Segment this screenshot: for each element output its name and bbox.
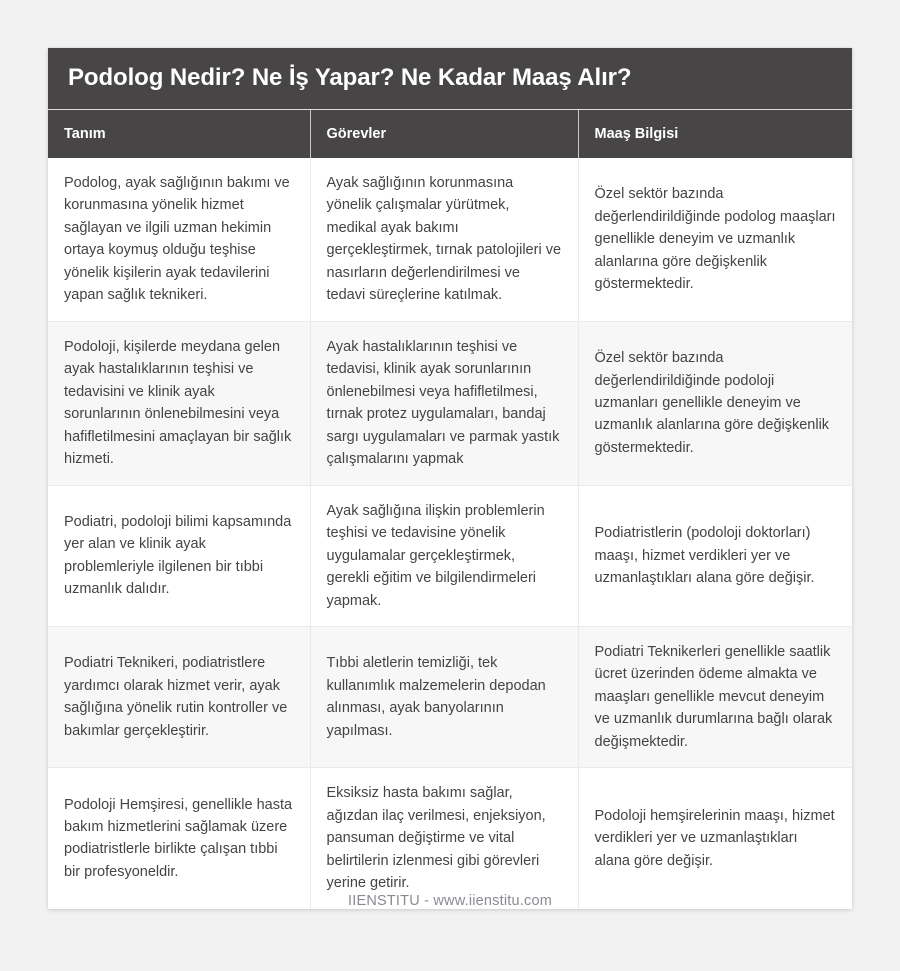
table-body: [48, 158, 852, 909]
cell-gorevler: Ayak sağlığının korunmasına yönelik çalışmalar yürütmek, medikal ayak bakımı gerçekleştirmek, tırnak patolojileri ve nasırların değerlendirilmesi ve tedavi süreçlerine katılmak.: [310, 158, 578, 321]
table-row: [48, 158, 852, 321]
cell-maas: Podiatri Teknikerleri genellikle saatlik ücret üzerinden ödeme almakta ve maaşları genellikle mevcut deneyim ve uzmanlık durumlarına bağlı olarak değişmektedir.: [578, 626, 852, 767]
cell-maas: Podoloji hemşirelerinin maaşı, hizmet verdikleri yer ve uzmanlaştıkları alana göre değişir.: [578, 768, 852, 909]
table-row: [48, 626, 852, 767]
cell-maas: Özel sektör bazında değerlendirildiğinde podolog maaşları genellikle deneyim ve uzmanlık alanlarına göre değişkenlik göstermektedir.: [578, 158, 852, 321]
cell-tanim: Podoloji Hemşiresi, genellikle hasta bakım hizmetlerini sağlamak üzere podiatristlerle birlikte çalışan tıbbi bir profesyoneldir.: [48, 768, 310, 909]
cell-tanim: Podiatri Teknikeri, podiatristlere yardımcı olarak hizmet verir, ayak sağlığına yönelik rutin kontroller ve bakımlar gerçekleştirir.: [48, 626, 310, 767]
table-card: [48, 48, 852, 909]
cell-tanim: Podoloji, kişilerde meydana gelen ayak hastalıklarının teşhisi ve tedavisini ve klinik ayak sorunlarının önlenebilmesini veya hafifletilmesini amaçlayan bir sağlık hizmeti.: [48, 321, 310, 485]
cell-tanim: Podolog, ayak sağlığının bakımı ve korunmasına yönelik hizmet sağlayan ve ilgili uzman hekimin ortaya koymuş olduğu teşhise yönelik kişilerin ayak tedavilerini yapan sağlık teknikeri.: [48, 158, 310, 321]
table-row: [48, 768, 852, 909]
cell-gorevler: Eksiksiz hasta bakımı sağlar, ağızdan ilaç verilmesi, enjeksiyon, pansuman değiştirme ve vital belirtilerin izlenmesi gibi görevleri yerine getirir.: [310, 768, 578, 909]
table-header-row: [48, 110, 852, 158]
column-header-tanim: Tanım: [48, 110, 310, 158]
cell-gorevler: Ayak sağlığına ilişkin problemlerin teşhisi ve tedavisine yönelik uygulamalar gerçekleştirmek, gerekli eğitim ve bilgilendirmeleri yapmak.: [310, 485, 578, 626]
cell-tanim: Podiatri, podoloji bilimi kapsamında yer alan ve klinik ayak problemleriyle ilgilenen bir tıbbi uzmanlık dalıdır.: [48, 485, 310, 626]
table-row: [48, 321, 852, 485]
table-header: [48, 110, 852, 158]
column-header-maas-bilgisi: Maaş Bilgisi: [578, 110, 852, 158]
title-bar: [48, 48, 852, 110]
cell-maas: Podiatristlerin (podoloji doktorları) maaşı, hizmet verdikleri yer ve uzmanlaştıkları alana göre değişir.: [578, 485, 852, 626]
column-header-gorevler: Görevler: [310, 110, 578, 158]
page-title: Podolog Nedir? Ne İş Yapar? Ne Kadar Maaş Alır?: [68, 64, 632, 92]
info-table: [48, 110, 852, 909]
cell-gorevler: Ayak hastalıklarının teşhisi ve tedavisi, klinik ayak sorunlarının önlenebilmesi veya hafifletilmesi, tırnak protez uygulamaları, bandaj sargı uygulamaları ve parmak yastık çalışmalarını yapmak: [310, 321, 578, 485]
cell-maas: Özel sektör bazında değerlendirildiğinde podoloji uzmanları genellikle deneyim ve uzmanlık alanlarına göre değişkenlik göstermektedir.: [578, 321, 852, 485]
cell-gorevler: Tıbbi aletlerin temizliği, tek kullanımlık malzemelerin depodan alınması, ayak banyolarının yapılması.: [310, 626, 578, 767]
table-row: [48, 485, 852, 626]
footer-attribution: IIENSTITU - www.iienstitu.com: [348, 893, 552, 909]
